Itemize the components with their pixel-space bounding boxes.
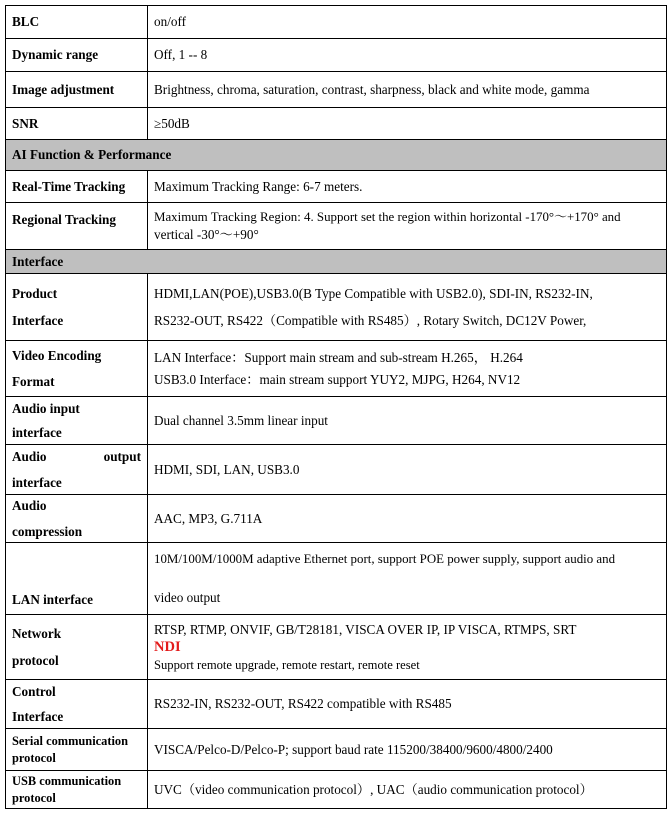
row-label	[6, 495, 148, 543]
spec-row-audio-input	[6, 397, 667, 445]
label-line: Interface	[12, 312, 64, 328]
ndi-highlight: NDI	[154, 638, 181, 655]
row-value: VISCA/Pelco-D/Pelco-P; support baud rate 115200/38400/9600/4800/2400	[148, 729, 667, 771]
row-value	[148, 615, 667, 680]
row-label	[6, 341, 148, 397]
row-value	[148, 543, 667, 615]
row-label: Regional Tracking	[6, 203, 148, 250]
label-line: Audio	[12, 498, 47, 514]
spec-row-product-interface	[6, 274, 667, 341]
row-value: on/off	[148, 6, 667, 39]
row-value: Brightness, chroma, saturation, contrast, sharpness, black and white mode, gamma	[148, 72, 667, 108]
row-label	[6, 771, 148, 809]
spec-row-dynamic-range	[6, 39, 667, 72]
label-word: output	[103, 449, 141, 465]
spec-row-lan-interface	[6, 543, 667, 615]
row-value: UVC（video communication protocol）, UAC（audio communication protocol）	[148, 771, 667, 809]
row-label	[6, 615, 148, 680]
label-line: protocol	[12, 790, 56, 805]
row-label	[6, 445, 148, 495]
row-label: Image adjustment	[6, 72, 148, 108]
row-label: LAN interface	[6, 543, 148, 615]
section-title: AI Function & Performance	[6, 140, 667, 171]
row-value	[148, 203, 667, 250]
label-line: Audio input	[12, 401, 80, 417]
value-line: 10M/100M/1000M adaptive Ethernet port, support POE power supply, support audio and	[154, 551, 616, 566]
label-line: interface	[12, 424, 62, 440]
spec-row-audio-output	[6, 445, 667, 495]
label-line: compression	[12, 523, 83, 539]
label-line: Product	[12, 286, 58, 302]
value-line: USB3.0 Interface：main stream support YUY2, MJPG, H264, NV12	[154, 371, 521, 387]
spec-row-realtime-tracking	[6, 171, 667, 203]
value-line: Maximum Tracking Region: 4. Support set the region within horizontal -170°～+170° and	[154, 210, 621, 225]
label-line: Format	[12, 373, 55, 389]
label-line: Control	[12, 683, 56, 699]
spec-row-image-adjustment	[6, 72, 667, 108]
row-value: AAC, MP3, G.711A	[148, 495, 667, 543]
spec-row-blc	[6, 6, 667, 39]
value-line: RTSP, RTMP, ONVIF, GB/T28181, VISCA OVER IP, IP VISCA, RTMPS, SRT	[154, 621, 577, 637]
value-line: Support remote upgrade, remote restart, remote reset	[154, 657, 420, 672]
value-line: RS232-OUT, RS422（Compatible with RS485）, Rotary Switch, DC12V Power,	[154, 312, 587, 328]
label-line: protocol	[12, 750, 56, 765]
label-line: Interface	[12, 709, 64, 724]
value-line: video output	[154, 590, 221, 606]
label-word: Audio	[12, 449, 47, 465]
label-line: interface	[12, 474, 62, 490]
row-label: SNR	[6, 108, 148, 140]
row-value: HDMI, SDI, LAN, USB3.0	[148, 445, 667, 495]
row-label	[6, 729, 148, 771]
label-line: Serial communication	[12, 734, 128, 749]
spec-row-serial-protocol	[6, 729, 667, 771]
row-label	[6, 397, 148, 445]
label-line: USB communication	[12, 774, 122, 789]
value-line: LAN Interface：Support main stream and sub-stream H.265， H.264	[154, 350, 523, 366]
spec-row-snr	[6, 108, 667, 140]
row-label: Dynamic range	[6, 39, 148, 72]
spec-row-regional-tracking	[6, 203, 667, 250]
label-line: Video Encoding	[12, 348, 102, 364]
row-label	[6, 680, 148, 729]
value-line: HDMI,LAN(POE),USB3.0(B Type Compatible with USB2.0), SDI-IN, RS232-IN,	[154, 286, 593, 302]
section-header-ai	[6, 140, 667, 171]
row-value	[148, 274, 667, 341]
row-value: RS232-IN, RS232-OUT, RS422 compatible with RS485	[148, 680, 667, 729]
row-value: Off, 1 -- 8	[148, 39, 667, 72]
section-header-interface	[6, 250, 667, 274]
spec-row-control-interface	[6, 680, 667, 729]
spec-row-network-protocol	[6, 615, 667, 680]
row-label: Real-Time Tracking	[6, 171, 148, 203]
spec-row-video-encoding	[6, 341, 667, 397]
label-line	[12, 448, 141, 465]
label-line: Network	[12, 625, 62, 641]
row-label: BLC	[6, 6, 148, 39]
value-line: vertical -30°～+90°	[154, 226, 259, 242]
spec-row-usb-protocol	[6, 771, 667, 809]
spec-row-audio-compression	[6, 495, 667, 543]
row-value: Dual channel 3.5mm linear input	[148, 397, 667, 445]
label-line: protocol	[12, 653, 59, 668]
section-title: Interface	[6, 250, 667, 274]
row-value: Maximum Tracking Range: 6-7 meters.	[148, 171, 667, 203]
spec-table	[5, 5, 667, 809]
row-label	[6, 274, 148, 341]
row-value: ≥50dB	[148, 108, 667, 140]
row-value	[148, 341, 667, 397]
